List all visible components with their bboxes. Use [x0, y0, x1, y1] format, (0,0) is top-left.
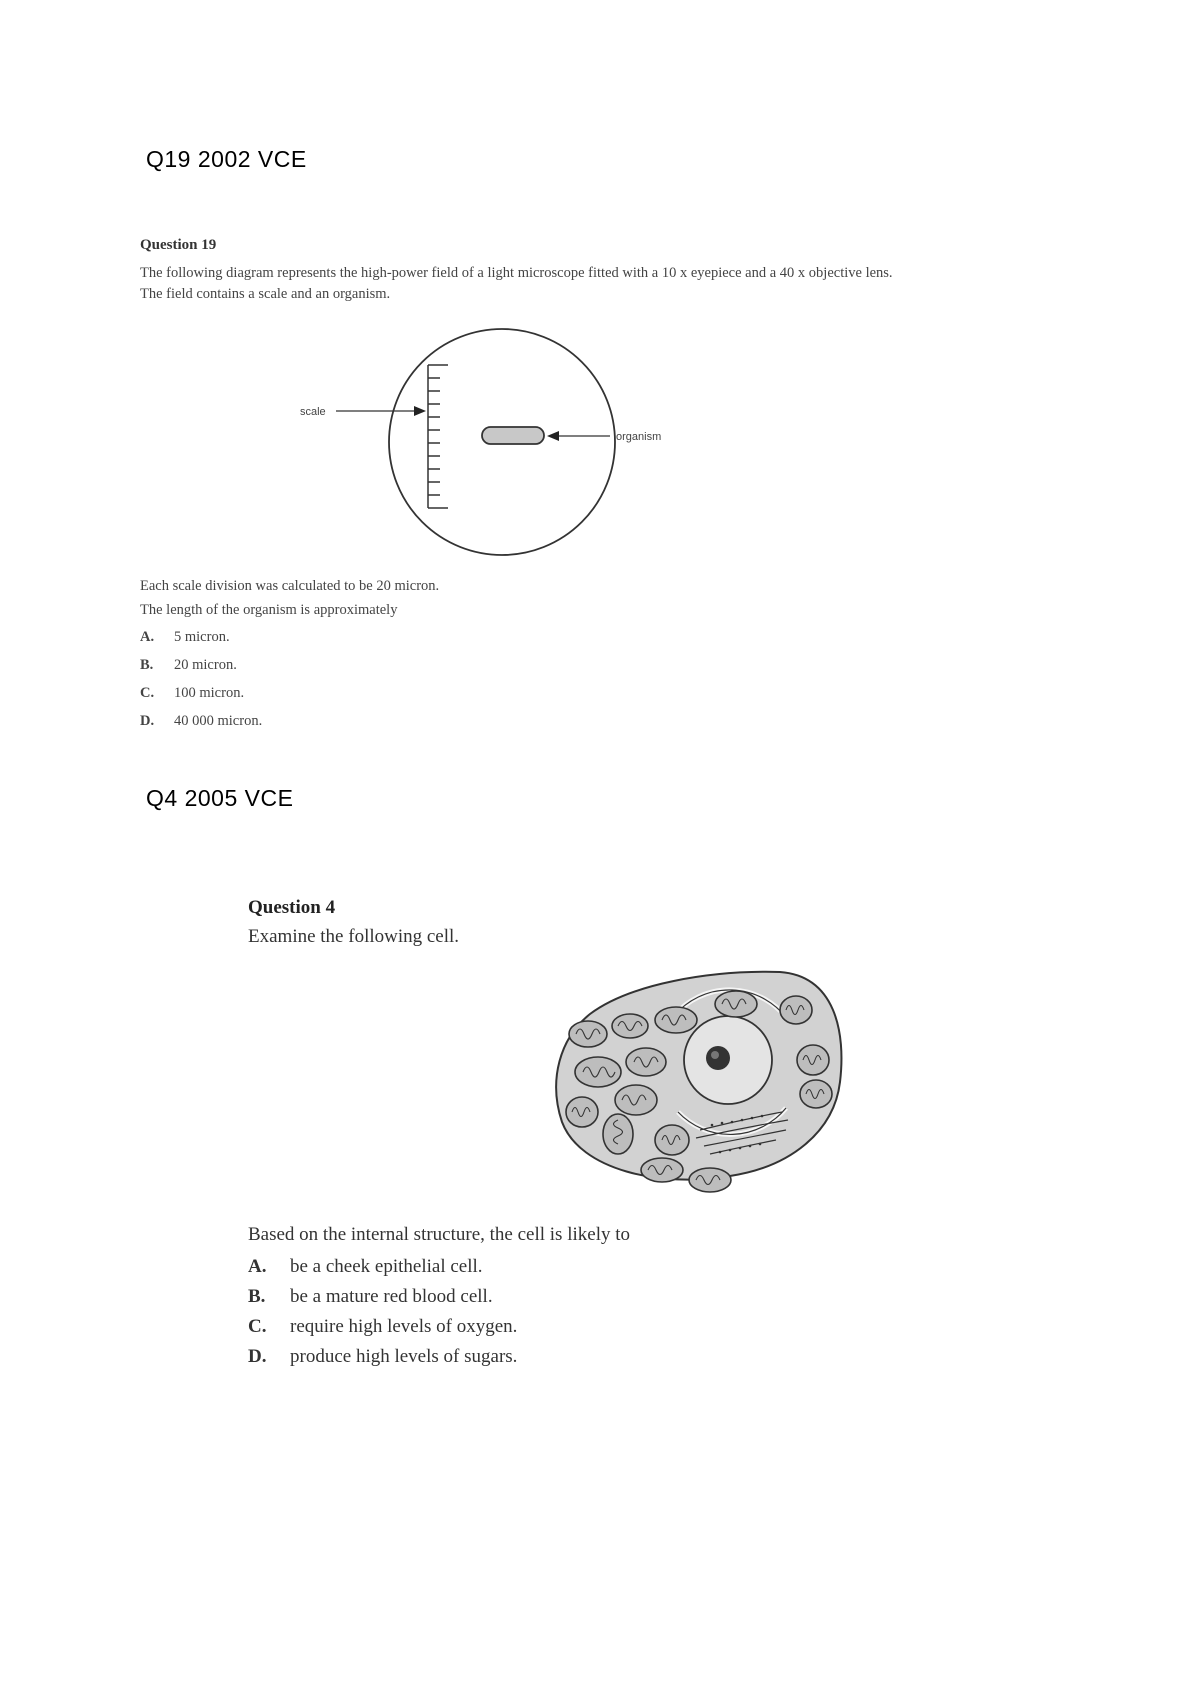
- section-heading-q19: Q19 2002 VCE: [146, 146, 307, 172]
- scale-bar: [428, 365, 448, 508]
- option-text: be a mature red blood cell.: [290, 1286, 493, 1307]
- answer-option[interactable]: [248, 1285, 517, 1315]
- option-text: require high levels of oxygen.: [290, 1316, 518, 1337]
- option-text: be a cheek epithelial cell.: [290, 1256, 483, 1277]
- answer-option[interactable]: [140, 683, 262, 711]
- option-text: produce high levels of sugars.: [290, 1346, 518, 1367]
- section-heading-q4: Q4 2005 VCE: [146, 785, 294, 811]
- cell-structure-prompt: Based on the internal structure, the cell is likely to: [248, 1224, 631, 1245]
- option-letter: B.: [248, 1286, 266, 1307]
- answer-option[interactable]: [248, 1345, 517, 1375]
- scale-division-text: Each scale division was calculated to be 20 micron.: [140, 578, 440, 594]
- answer-option[interactable]: [248, 1255, 517, 1285]
- nucleolus: [706, 1046, 730, 1070]
- question-19-title: Question 19: [140, 237, 217, 253]
- question-19-intro: The following diagram represents the high-power field of a light microscope fitted with a 10 x eyepiece and a 40 x objective lens. The field contains a scale and an organism.: [140, 265, 893, 302]
- question-4-options: [248, 1255, 517, 1375]
- question-4-title: Question 4: [248, 897, 336, 918]
- cell-diagram: [550, 962, 850, 1194]
- option-letter: D.: [140, 713, 155, 729]
- organism-label: organism: [616, 431, 662, 443]
- option-letter: B.: [140, 657, 154, 673]
- option-letter: C.: [248, 1316, 267, 1337]
- option-letter: A.: [248, 1256, 267, 1277]
- organism-length-prompt: The length of the organism is approximately: [140, 602, 398, 618]
- scale-label: scale: [300, 406, 326, 418]
- question-4-intro: Examine the following cell.: [248, 926, 460, 947]
- option-text: 100 micron.: [174, 685, 245, 701]
- option-text: 40 000 micron.: [174, 713, 263, 729]
- option-letter: A.: [140, 629, 155, 645]
- microscope-field-diagram: [280, 320, 720, 570]
- organism-shape: [482, 427, 544, 444]
- answer-option[interactable]: [140, 655, 262, 683]
- answer-option[interactable]: [140, 711, 262, 739]
- option-letter: D.: [248, 1346, 267, 1367]
- answer-option[interactable]: [248, 1315, 517, 1345]
- answer-option[interactable]: [140, 627, 262, 655]
- question-19-options: [140, 627, 262, 739]
- option-text: 20 micron.: [174, 657, 237, 673]
- option-letter: C.: [140, 685, 155, 701]
- option-text: 5 micron.: [174, 629, 230, 645]
